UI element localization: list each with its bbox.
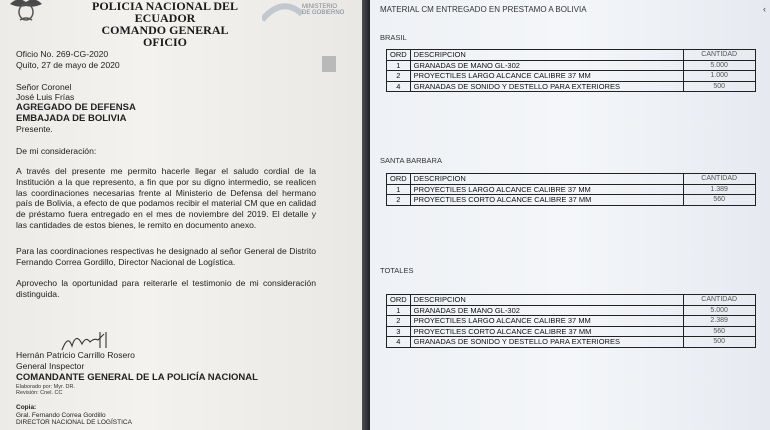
col-qty: CANTIDAD <box>683 295 755 306</box>
annex-title: MATERIAL CM ENTREGADO EN PRESTAMO A BOLIVIA <box>380 5 587 14</box>
row-desc: GRANADAS DE SONIDO Y DESTELLO PARA EXTERIORES <box>410 81 683 92</box>
table-row <box>387 71 756 82</box>
table-row <box>387 60 756 71</box>
col-ord: ORD <box>387 50 411 61</box>
col-qty: CANTIDAD <box>683 50 755 61</box>
table-row <box>387 184 756 195</box>
corner-mark-icon: ‹ <box>763 4 766 14</box>
section-santa-barbara-name: SANTA BARBARA <box>380 156 442 165</box>
row-ord: 2 <box>387 316 411 327</box>
row-qty: 560 <box>683 195 755 206</box>
row-ord: 1 <box>387 184 411 195</box>
row-qty: 500 <box>683 81 755 92</box>
paragraph-2: Para las coordinaciones respectivas he designado al señor General de Distrito Fernando Correa Gordillo, Director Nacional de Logística. <box>16 246 316 267</box>
table-row <box>387 326 756 337</box>
office-number: Oficio No. 269-CG-2020 <box>16 49 109 59</box>
row-ord: 3 <box>387 326 411 337</box>
row-desc: PROYECTILES CORTO ALCANCE CALIBRE 37 MM <box>410 326 683 337</box>
prepared-by: Elaborado por: Myr. DR. <box>16 384 75 390</box>
table-row <box>387 195 756 206</box>
paragraph-1: A través del presente me permito hacerle llegar el saludo cordial de la Institución a la que represento, a fin que por su digno intermedio, se realicen las coordinaciones necesarias frente al Ministerio de Defensa del hermano país de Bolivia, a efecto de que podamos recibir el material CM que en calidad de préstamo fuera entregado en el mes de noviembre del 2019. El detalle y las cantidades de estos bienes, le remito en documento anexo. <box>16 166 316 230</box>
row-qty: 500 <box>683 337 755 348</box>
signer-position: COMANDANTE GENERAL DE LA POLICÍA NACIONAL <box>16 372 258 383</box>
brasil-table <box>386 49 756 92</box>
letterhead-line1: POLICIA NACIONAL DEL ECUADOR <box>91 0 239 25</box>
place-date: Quito, 27 de mayo de 2020 <box>16 60 120 70</box>
col-ord: ORD <box>387 295 411 306</box>
section-totales-name: TOTALES <box>380 266 414 275</box>
salutation: De mi consideración: <box>16 146 97 156</box>
row-qty: 5.000 <box>683 60 755 71</box>
row-qty: 1.000 <box>683 71 755 82</box>
santa-barbara-table <box>386 173 756 206</box>
letterhead <box>80 0 250 48</box>
signer-rank: General Inspector <box>16 361 85 371</box>
row-ord: 2 <box>387 195 411 206</box>
totales-table <box>386 294 756 348</box>
row-desc: GRANADAS DE MANO GL-302 <box>410 305 683 316</box>
scan-marker <box>322 56 336 72</box>
recipient-name: José Luis Frías <box>16 92 75 102</box>
row-ord: 1 <box>387 305 411 316</box>
row-desc: GRANADAS DE MANO GL-302 <box>410 60 683 71</box>
col-ord: ORD <box>387 174 411 185</box>
recipient-present: Presente. <box>16 124 53 134</box>
copy-line2: DIRECTOR NACIONAL DE LOGÍSTICA <box>16 419 132 426</box>
ministry-logo <box>262 0 348 24</box>
ecuador-crest-icon <box>8 0 44 22</box>
copy-label: Copia: <box>16 404 37 411</box>
row-qty: 2.389 <box>683 316 755 327</box>
row-desc: PROYECTILES LARGO ALCANCE CALIBRE 37 MM <box>410 316 683 327</box>
table-row <box>387 337 756 348</box>
row-desc: PROYECTILES LARGO ALCANCE CALIBRE 37 MM <box>410 71 683 82</box>
page-gap <box>362 0 370 430</box>
row-ord: 4 <box>387 337 411 348</box>
section-brasil-name: BRASIL <box>380 33 407 42</box>
reviewed-by: Revisión: Cnel. CC <box>16 390 63 396</box>
col-desc: DESCRIPCION <box>410 174 683 185</box>
col-qty: CANTIDAD <box>683 174 755 185</box>
letter-page <box>0 0 362 430</box>
col-desc: DESCRIPCION <box>410 50 683 61</box>
signer-name: Hernán Patricio Carrillo Rosero <box>16 350 135 360</box>
annex-page <box>370 0 770 430</box>
ministry-name: MINISTERIO DE GOBIERNO <box>302 4 345 16</box>
copy-line1: Gral. Fernando Correa Gordillo <box>16 412 106 419</box>
row-qty: 560 <box>683 326 755 337</box>
row-qty: 1.389 <box>683 184 755 195</box>
paragraph-3: Aprovecho la oportunidad para reiterarle el testimonio de mi consideración distinguida. <box>16 278 316 299</box>
letterhead-line2: COMANDO GENERAL <box>101 23 229 37</box>
row-desc: PROYECTILES LARGO ALCANCE CALIBRE 37 MM <box>410 184 683 195</box>
col-desc: DESCRIPCION <box>410 295 683 306</box>
row-qty: 5.000 <box>683 305 755 316</box>
table-header-row <box>387 174 756 185</box>
table-row <box>387 316 756 327</box>
row-ord: 1 <box>387 60 411 71</box>
row-desc: PROYECTILES CORTO ALCANCE CALIBRE 37 MM <box>410 195 683 206</box>
recipient-role: AGREGADO DE DEFENSA <box>16 102 136 113</box>
table-row <box>387 305 756 316</box>
recipient-title: Señor Coronel <box>16 82 72 92</box>
table-row <box>387 81 756 92</box>
table-header-row <box>387 295 756 306</box>
letterhead-line3: OFICIO <box>142 35 187 49</box>
recipient-embassy: EMBAJADA DE BOLIVIA <box>16 113 127 124</box>
table-header-row <box>387 50 756 61</box>
row-desc: GRANADAS DE SONIDO Y DESTELLO PARA EXTERIORES <box>410 337 683 348</box>
row-ord: 4 <box>387 81 411 92</box>
row-ord: 2 <box>387 71 411 82</box>
